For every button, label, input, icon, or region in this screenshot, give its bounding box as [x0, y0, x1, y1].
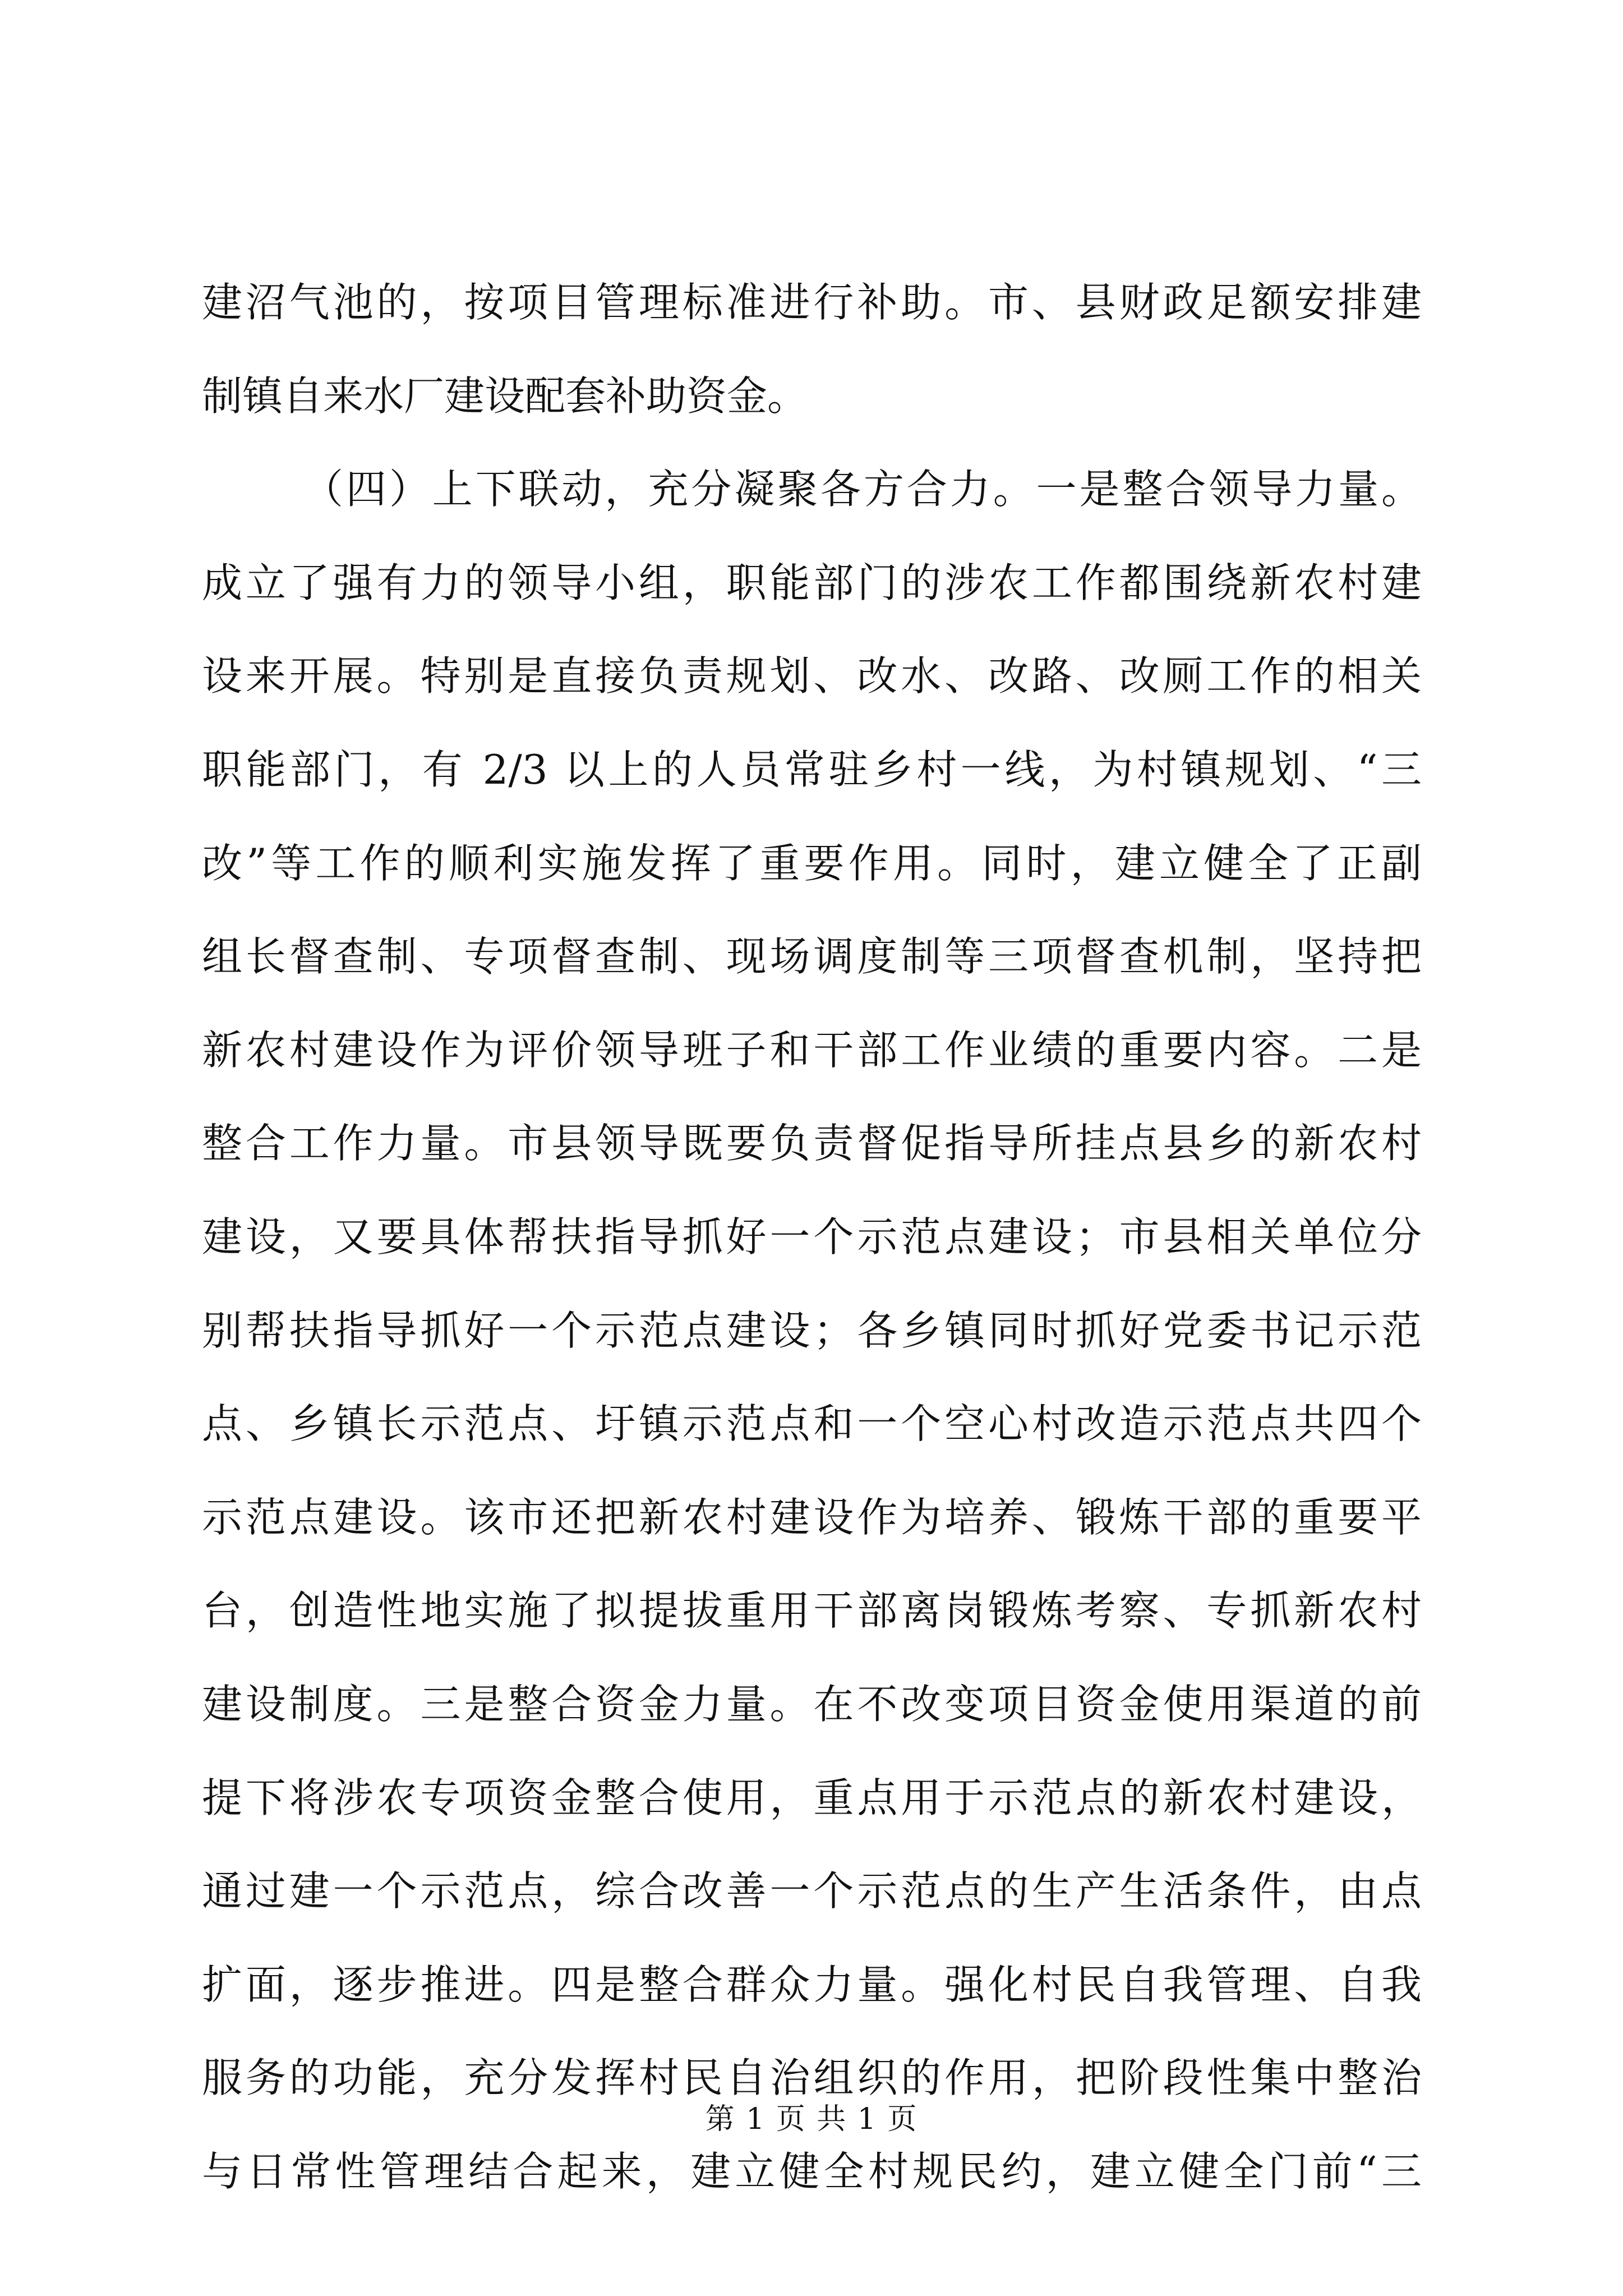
text-line: 扩面，逐步推进。四是整合群众力量。强化村民自我管理、自我 [202, 1961, 1422, 2008]
text-line: 建设制度。三是整合资金力量。在不改变项目资金使用渠道的前 [202, 1680, 1422, 1728]
text-line: 台，创造性地实施了拟提拔重用干部离岗锻炼考察、专抓新农村 [202, 1587, 1422, 1635]
text-line: 设来开展。特别是直接负责规划、改水、改路、改厕工作的相关 [202, 652, 1422, 700]
text-line: 点、乡镇长示范点、圩镇示范点和一个空心村改造示范点共四个 [202, 1400, 1422, 1448]
text-line: 示范点建设。该市还把新农村建设作为培养、锻炼干部的重要平 [202, 1493, 1422, 1541]
text-line: 建沼气池的，按项目管理标准进行补助。市、县财政足额安排建 [202, 279, 1422, 326]
text-line: 组长督查制、专项督查制、现场调度制等三项督查机制，坚持把 [202, 933, 1422, 981]
text-line: 改”等工作的顺利实施发挥了重要作用。同时，建立健全了正副 [202, 839, 1422, 887]
text-line: 新农村建设作为评价领导班子和干部工作业绩的重要内容。二是 [202, 1026, 1422, 1074]
text-line: 别帮扶指导抓好一个示范点建设；各乡镇同时抓好党委书记示范 [202, 1306, 1422, 1354]
text-line: 通过建一个示范点，综合改善一个示范点的生产生活条件，由点 [202, 1867, 1422, 1915]
text-line: 建设，又要具体帮扶指导抓好一个示范点建设；市县相关单位分 [202, 1213, 1422, 1260]
text-line: 职能部门，有 2/3 以上的人员常驻乡村一线，为村镇规划、“三 [202, 746, 1422, 793]
text-line: 服务的功能，充分发挥村民自治组织的作用，把阶段性集中整治 [202, 2054, 1422, 2102]
text-line: 整合工作力量。市县领导既要负责督促指导所挂点县乡的新农村 [202, 1120, 1422, 1167]
page-footer: 第 1 页 共 1 页 [705, 2102, 918, 2136]
text-line: 制镇自来水厂建设配套补助资金。 [202, 372, 808, 420]
text-line: 提下将涉农专项资金整合使用，重点用于示范点的新农村建设， [202, 1774, 1422, 1821]
text-line: 成立了强有力的领导小组，职能部门的涉农工作都围绕新农村建 [202, 559, 1422, 606]
text-line: 与日常性管理结合起来，建立健全村规民约，建立健全门前“三 [202, 2147, 1422, 2195]
body-text [202, 256, 1422, 2218]
paragraph-heading-line: （四）上下联动，充分凝聚各方合力。一是整合领导力量。 [303, 466, 1422, 513]
